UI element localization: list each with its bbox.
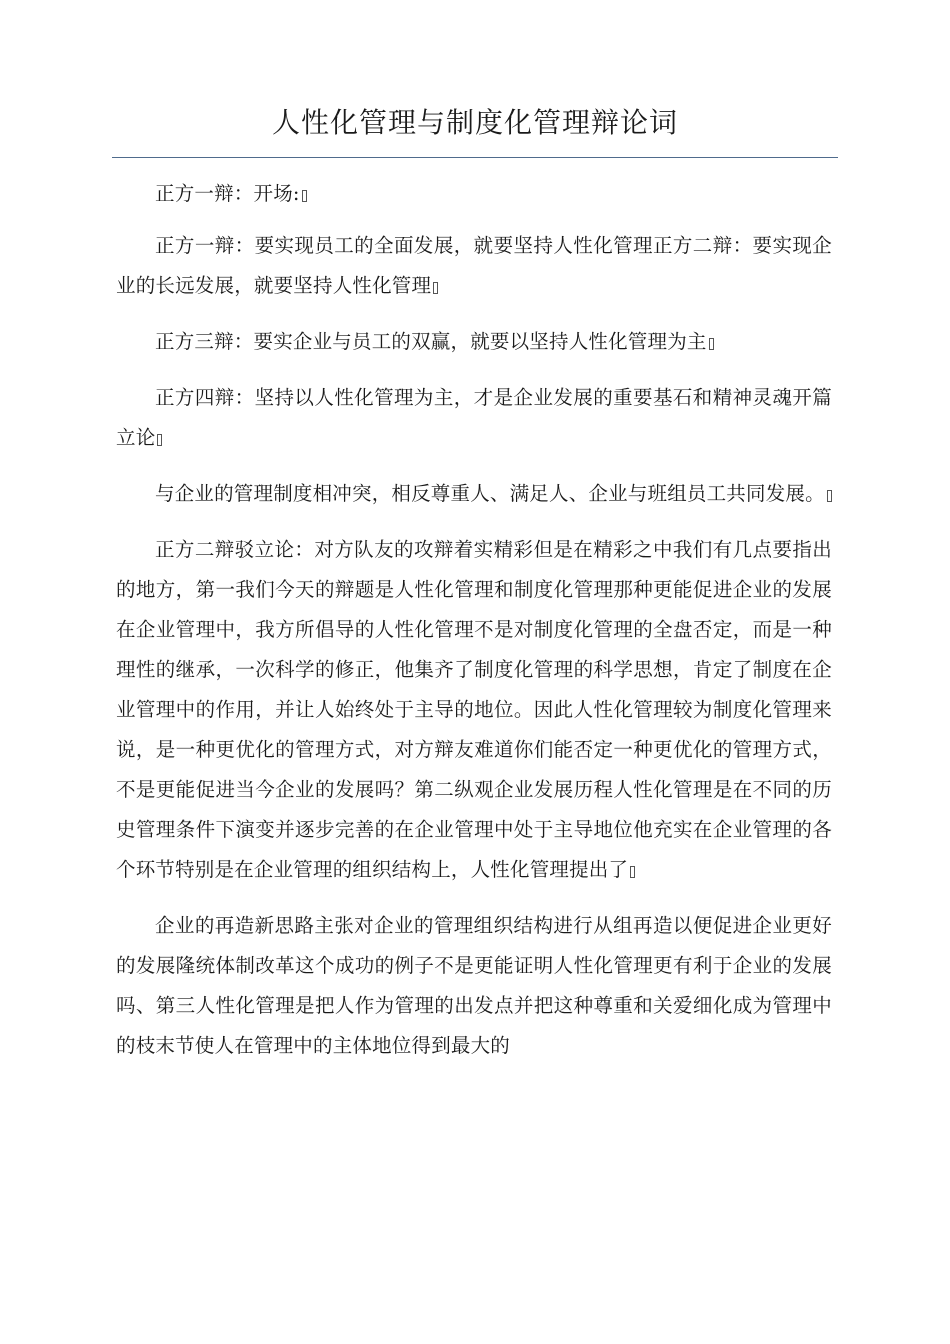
document-title: 人性化管理与制度化管理辩论词 (271, 106, 678, 139)
paragraph-mark-icon (302, 190, 307, 202)
paragraph (116, 530, 832, 890)
paragraph (116, 174, 832, 214)
paragraph (116, 474, 832, 514)
paragraph (116, 378, 832, 458)
paragraph-mark-icon (630, 866, 635, 878)
paragraph-text: 正方四辩：坚持以人性化管理为主，才是企业发展的重要基石和精神灵魂开篇立论 (116, 386, 832, 449)
paragraph-text: 与企业的管理制度相冲突，相反尊重人、满足人、企业与班组员工共同发展。 (155, 482, 825, 505)
paragraph-text: 正方三辩：要实企业与员工的双赢，就要以坚持人性化管理为主 (155, 330, 707, 353)
document-body (116, 174, 832, 1082)
paragraph-text: 企业的再造新思路主张对企业的管理组织结构进行从组再造以便促进企业更好的发展隆统体制改革这个成功的例子不是更能证明人性化管理更有利于企业的发展吗、第三人性化管理是把人作为管理的出发点并把这种尊重和关爱细化成为管理中的枝末节使人在管理中的主体地位得到最大的 (116, 914, 832, 1057)
paragraph-mark-icon (157, 434, 162, 446)
paragraph (116, 226, 832, 306)
paragraph-text: 正方一辩：开场: (155, 182, 300, 205)
paragraph-mark-icon (827, 490, 832, 502)
paragraph-mark-icon (709, 338, 714, 350)
paragraph-text: 正方一辩：要实现员工的全面发展，就要坚持人性化管理正方二辩：要实现企业的长远发展，就要坚持人性化管理 (116, 234, 832, 297)
paragraph-mark-icon (433, 282, 438, 294)
title-divider (112, 157, 838, 158)
paragraph-text: 正方二辩驳立论：对方队友的攻辩着实精彩但是在精彩之中我们有几点要指出的地方，第一我们今天的辩题是人性化管理和制度化管理那种更能促进企业的发展在企业管理中，我方所倡导的人性化管理不是对制度化管理的全盘否定，而是一种理性的继承，一次科学的修正，他集齐了制度化管理的科学思想，肯定了制度在企业管理中的作用，并让人始终处于主导的地位。因此人性化管理较为制度化管理来说，是一种更优化的管理方式，对方辩友难道你们能否定一种更优化的管理方式，不是更能促进当今企业的发展吗？第二纵观企业发展历程人性化管理是在不同的历史管理条件下演变并逐步完善的在企业管理中处于主导地位他充实在企业管理的各个环节特别是在企业管理的组织结构上，人性化管理提出了 (116, 538, 832, 881)
paragraph (116, 322, 832, 362)
paragraph (116, 906, 832, 1066)
